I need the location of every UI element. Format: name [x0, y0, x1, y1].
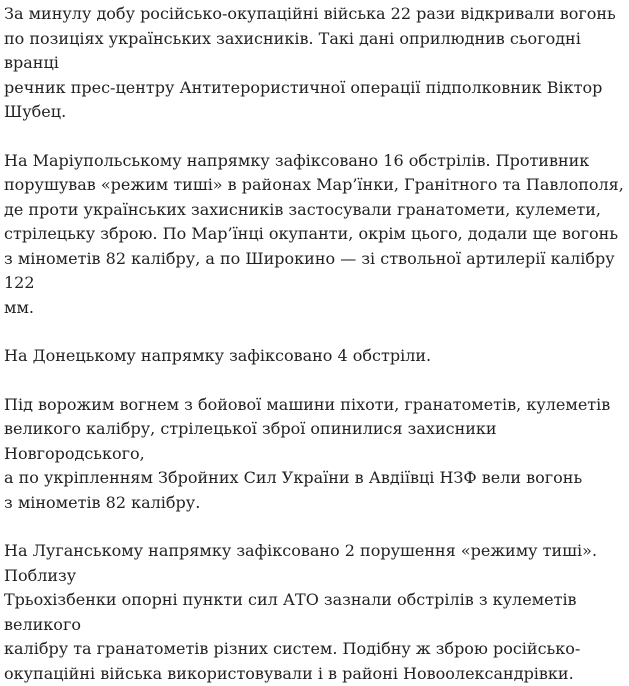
paragraph-intro: За минулу добу російсько-окупаційні війська 22 рази відкривали вогонь по позиціях українських захисників. Такі дані оприлюднив сьогодні вранці речник прес-центру Антитерористичної операції підполковник Віктор Шубец.	[4, 4, 616, 121]
paragraph-luhansk: На Луганському напрямку зафіксовано 2 порушення «режиму тиші». Поблизу Трьохізбенки опорні пункти сил АТО зазнали обстрілів з кулеметів великого калібру та гранатометів різних систем. Подібну ж зброю російсько- окупаційні війська використовували і в районі Новоолександрівки.	[4, 541, 598, 683]
paragraph-donetsk-details: Під ворожим вогнем з бойової машини піхоти, гранатометів, кулеметів великого калібру, стрілецької зброї опинилися захисники Новгородського, а по укріпленням Збройних Сил України в Авдіївці НЗФ вели вогонь з мінометів 82 калібру.	[4, 394, 611, 512]
paragraph-donetsk: На Донецькому напрямку зафіксовано 4 обстріли.	[4, 346, 432, 365]
paragraph-mariupol: На Маріупольському напрямку зафіксовано 16 обстрілів. Противник порушував «режим тиші» в районах Мар’їнки, Гранітного та Павлополя, де проти українських захисників застосували гранатомети, кулемети, стрілецьку зброю. По Мар’їнці окупанти, окрім цього, додали ще вогонь з мінометів 82 калібру, а по Широкино — зі ствольної артилерії калібру 122 мм.	[4, 150, 624, 317]
